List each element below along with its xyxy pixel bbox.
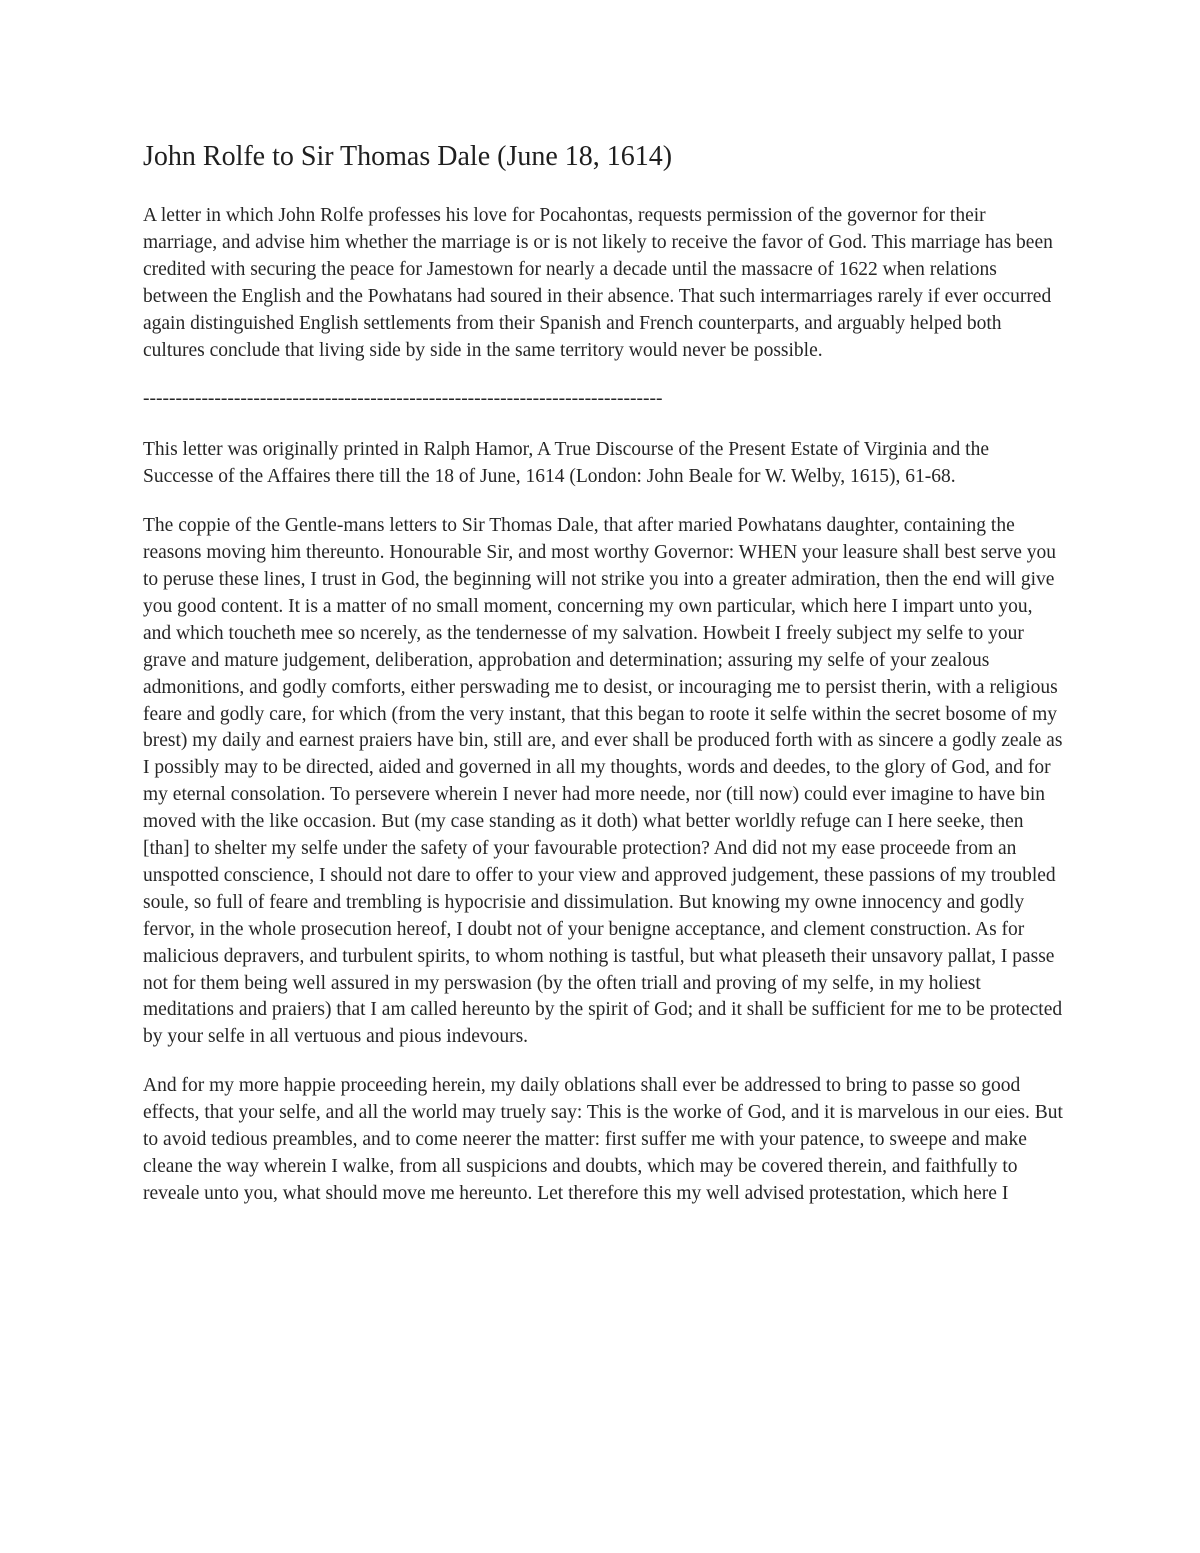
dashed-divider: -------------------------------------------------------------------------------- [143, 388, 663, 410]
letter-paragraph-1: The coppie of the Gentle-mans letters to Sir Thomas Dale, that after maried Powhatans daughter, containing the reasons moving him thereunto. Honourable Sir, and most worthy Governor: WHEN your leasure shall best serve you to peruse these lines, I trust in God, the beginning will not strike you into a greater admiration, then the end will give you good content. It is a matter of no small moment, concerning my own particular, which here I impart unto you, and which toucheth mee so ncerely, as the tendernesse of my salvation. Howbeit I freely subject my selfe to your grave and mature judgement, deliberation, approbation and determination; assuring my selfe of your zealous admonitions, and godly comforts, either perswading me to desist, or incouraging me to persist therin, with a religious feare and godly care, for which (from the very instant, that this began to roote it selfe within the secret bosome of my brest) my daily and earnest praiers have bin, still are, and ever shall be produced forth with as sincere a godly zeale as I possibly may to be directed, aided and governed in all my thoughts, words and deedes, to the glory of God, and for my eternal consolation. To persevere wherein I never had more neede, nor (till now) could ever imagine to have bin moved with the like occasion. But (my case standing as it doth) what better worldly refuge can I here seeke, then [than] to shelter my selfe under the safety of your favourable protection? And did not my ease proceede from an unspotted conscience, I should not dare to offer to your view and approved judgement, these passions of my troubled soule, so full of feare and trembling is hypocrisie and dissimulation. But knowing my owne innocency and godly fervor, in the whole prosecution hereof, I doubt not of your benigne acceptance, and clement construction. As for malicious depravers, and turbulent spirits, to whom nothing is tastful, but what pleaseth their unsavory pallat, I passe not for them being well assured in my perswasion (by the often triall and proving of my selfe, in my holiest meditations and praiers) that I am called hereunto by the spirit of God; and it shall be sufficient for me to be protected by your selfe in all vertuous and pious indevours. [143, 515, 1063, 1048]
intro-paragraph: A letter in which John Rolfe professes his love for Pocahontas, requests permission of the governor for their marriage, and advise him whether the marriage is or is not likely to receive the favor of God. This marriage has been credited with securing the peace for Jamestown for nearly a decade until the massacre of 1622 when relations between the English and the Powhatans had soured in their absence. That such intermarriages rarely if ever occurred again distinguished English settlements from their Spanish and French counterparts, and arguably helped both cultures conclude that living side by side in the same territory would never be possible. [143, 205, 1053, 361]
source-note-paragraph: This letter was originally printed in Ralph Hamor, A True Discourse of the Present Estate of Virginia and the Successe of the Affaires there till the 18 of June, 1614 (London: John Beale for W. Welby, 1615), 61-68. [143, 439, 989, 488]
document-page [143, 140, 1063, 1230]
letter-paragraph-2: And for my more happie proceeding herein, my daily oblations shall ever be addressed to bring to passe so good effects, that your selfe, and all the world may truely say: This is the worke of God, and it is marvelous in our eies. But to avoid tedious preambles, and to come neerer the matter: first suffer me with your patence, to sweepe and make cleane the way wherein I walke, from all suspicions and doubts, which may be covered therein, and faithfully to reveale unto you, what should move me hereunto. Let therefore this my well advised protestation, which here I [143, 1075, 1063, 1204]
document-title: John Rolfe to Sir Thomas Dale (June 18, 1614) [143, 141, 673, 172]
